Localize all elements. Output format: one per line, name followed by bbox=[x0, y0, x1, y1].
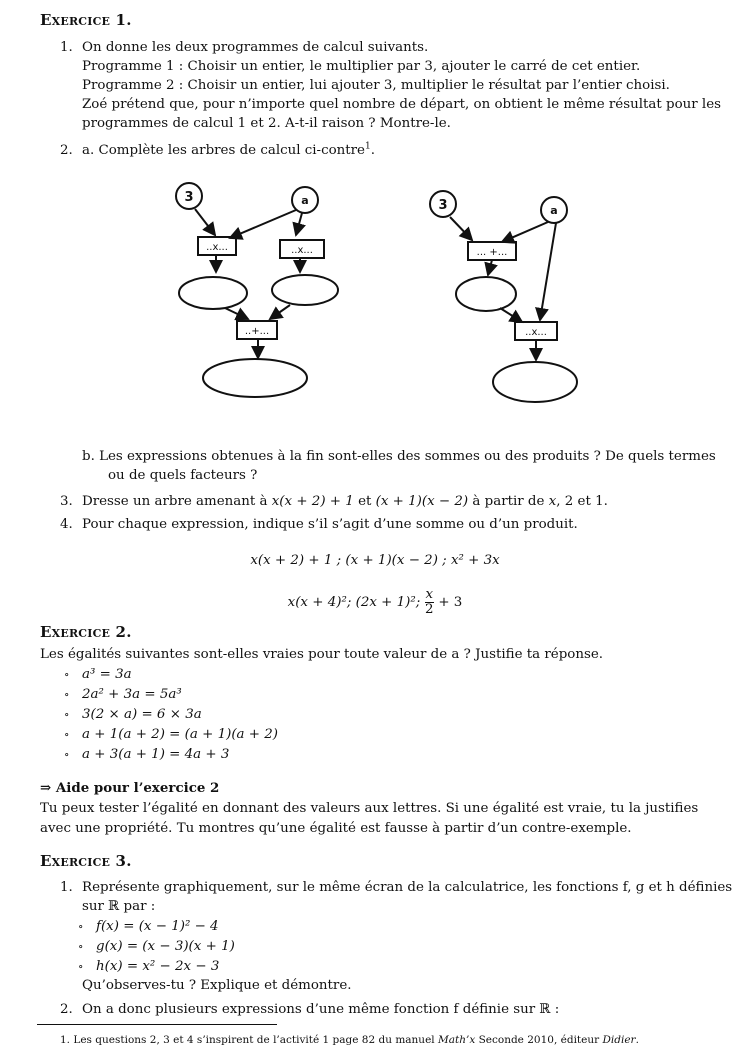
ex3-item bbox=[78, 937, 235, 956]
ex1-q2b-line2: ou de quels facteurs ? bbox=[108, 468, 258, 483]
ex3-q2 bbox=[60, 1000, 559, 1019]
ex3-item bbox=[78, 957, 219, 976]
bullet-icon: ∘ bbox=[64, 748, 70, 761]
ex1-expr-line2-a: x(x + 4)²; (2x + 1)²; bbox=[287, 595, 425, 610]
ex1-fraction-numerator: x bbox=[425, 587, 434, 602]
footnote-book: Math’x bbox=[437, 1034, 476, 1046]
ex3-item-text: g(x) = (x − 3)(x + 1) bbox=[96, 939, 235, 954]
ex3-q2-number: 2. bbox=[60, 1002, 73, 1017]
ex2-item-text: 2a² + 3a = 5a³ bbox=[82, 687, 182, 702]
ex1-q2b-line1: b. Les expressions obtenues à la fin sont-elles des sommes ou des produits ? De quels termes bbox=[82, 449, 716, 464]
ex1-q1-program2: Programme 2 : Choisir un entier, lui ajouter 3, multiplier le résultat par l’entier choisi. bbox=[82, 78, 670, 93]
footnote-text-c: . bbox=[635, 1034, 639, 1046]
ex1-q2a: 2. a. Complète les arbres de calcul ci-contre$^1$. bbox=[60, 141, 375, 158]
ex3-q1-number: 1. bbox=[60, 880, 73, 895]
left-leaf-a-label: a bbox=[301, 194, 309, 207]
bullet-icon: ∘ bbox=[64, 708, 70, 721]
footnote-text-a: Les questions 2, 3 et 4 s’inspirent de l’activité 1 page 82 du manuel bbox=[73, 1034, 438, 1046]
ex3-q1-line2: sur ℝ par : bbox=[82, 899, 156, 914]
calculation-trees-figure bbox=[150, 172, 600, 417]
ex1-q2a-text: a. Complète les arbres de calcul ci-contre bbox=[82, 143, 365, 158]
ex2-help-line2: avec une propriété. Tu montres qu’une égalité est fausse à partir d’un contre-exemple. bbox=[40, 821, 632, 836]
ex1-q3-expr-1: x(x + 2) + 1 bbox=[271, 494, 354, 509]
ex3-item-text: f(x) = (x − 1)² − 4 bbox=[96, 919, 219, 934]
right-leaf-a-label: a bbox=[550, 204, 558, 217]
bullet-icon: ∘ bbox=[64, 668, 70, 681]
footnote-text-b: Seconde 2010, éditeur bbox=[475, 1034, 603, 1046]
ex2-item bbox=[64, 745, 229, 764]
ex1-q3-text-c: à partir de bbox=[468, 494, 549, 509]
ex1-expressions-line1: x(x + 2) + 1 ; (x + 1)(x − 2) ; x² + 3x bbox=[250, 553, 500, 568]
ex3-item-text: h(x) = x² − 2x − 3 bbox=[96, 959, 220, 974]
ex3-item bbox=[78, 917, 219, 936]
left-op-label-2: ..x... bbox=[291, 245, 313, 256]
ex2-item bbox=[64, 705, 202, 724]
ex1-fraction bbox=[425, 588, 435, 617]
ex1-q3-number: 3. bbox=[60, 494, 73, 509]
ex1-q3-text-d: , 2 et 1. bbox=[556, 494, 608, 509]
ex1-q1-claim: Zoé prétend que, pour n’importe quel nombre de départ, on obtient le même résultat pour les bbox=[82, 97, 721, 112]
bullet-icon: ∘ bbox=[64, 688, 70, 701]
calculation-trees-svg bbox=[150, 172, 600, 417]
ex2-item-text: 3(2 × a) = 6 × 3a bbox=[82, 707, 202, 722]
footnote-ref: 1 bbox=[364, 141, 371, 152]
right-leaf-3-label: 3 bbox=[438, 198, 448, 213]
left-leaf-3-label: 3 bbox=[184, 190, 194, 205]
right-op-label-2: ..x... bbox=[525, 327, 547, 338]
ex1-q1-line1 bbox=[60, 38, 428, 57]
ex2-item bbox=[64, 665, 132, 684]
left-op-label-1: ..x... bbox=[206, 242, 228, 253]
ex1-q4-number: 4. bbox=[60, 517, 73, 532]
ex1-q2-number: 2. bbox=[60, 143, 73, 158]
ex1-q3-text-a: Dresse un arbre amenant à bbox=[82, 494, 272, 509]
exercise-1-title: Exercice 1. bbox=[40, 11, 132, 29]
ex2-item-text: a + 1(a + 2) = (a + 1)(a + 2) bbox=[82, 727, 279, 742]
ex2-help-line1: Tu peux tester l’égalité en donnant des valeurs aux lettres. Si une égalité est vraie, tu la justifies bbox=[40, 801, 699, 816]
right-op-label-1: ... +... bbox=[476, 247, 508, 258]
left-op-label-3: ..+... bbox=[244, 326, 270, 337]
bullet-icon: ∘ bbox=[78, 960, 84, 973]
ex2-intro: Les égalités suivantes sont-elles vraies pour toute valeur de a ? Justifie ta réponse. bbox=[40, 647, 604, 662]
footnote bbox=[60, 1031, 639, 1050]
ex3-q2-text: On a donc plusieurs expressions d’une même fonction f définie sur ℝ : bbox=[82, 1002, 560, 1017]
footnote-rule bbox=[37, 1024, 277, 1025]
ex1-q4 bbox=[60, 515, 578, 534]
ex1-q3-var: x bbox=[548, 494, 557, 509]
left-result-ellipse-1 bbox=[179, 277, 247, 309]
exercise-2-title: Exercice 2. bbox=[40, 623, 132, 641]
ex1-fraction-denominator: 2 bbox=[425, 602, 434, 617]
ex2-item bbox=[64, 685, 182, 704]
ex3-q1-line3: Qu’observes-tu ? Explique et démontre. bbox=[82, 978, 352, 993]
ex1-q1-program1: Programme 1 : Choisir un entier, le multiplier par 3, ajouter le carré de cet entier. bbox=[82, 59, 641, 74]
ex1-expr-line2-b: + 3 bbox=[434, 595, 463, 610]
exercise-3-title: Exercice 3. bbox=[40, 852, 132, 870]
ex2-item bbox=[64, 725, 278, 744]
ex3-q1-text: Représente graphiquement, sur le même écran de la calculatrice, les fonctions f, g et h définies bbox=[82, 880, 733, 895]
ex2-item-text: a + 3(a + 1) = 4a + 3 bbox=[82, 747, 230, 762]
right-result-ellipse bbox=[456, 277, 516, 311]
ex1-q3 bbox=[60, 492, 608, 511]
ex1-q1-question: programmes de calcul 1 et 2. A-t-il raison ? Montre-le. bbox=[82, 116, 451, 131]
ex2-item-text: a³ = 3a bbox=[82, 667, 132, 682]
left-result-ellipse-2 bbox=[272, 275, 338, 305]
footnote-number: 1. bbox=[60, 1034, 71, 1046]
ex1-expressions-line2 bbox=[0, 588, 750, 617]
right-final-ellipse bbox=[493, 362, 577, 402]
ex1-q3-expr-2: (x + 1)(x − 2) bbox=[375, 494, 469, 509]
footnote-publisher: Didier bbox=[602, 1034, 636, 1046]
ex1-q3-text-b: et bbox=[353, 494, 376, 509]
bullet-icon: ∘ bbox=[64, 728, 70, 741]
bullet-icon: ∘ bbox=[78, 940, 84, 953]
ex3-q1-line1 bbox=[60, 878, 732, 897]
ex2-help-title: ⇒ Aide pour l’exercice 2 bbox=[40, 780, 220, 796]
ex1-q1-number: 1. bbox=[60, 40, 73, 55]
left-final-ellipse bbox=[203, 359, 307, 397]
ex1-q4-text: Pour chaque expression, indique s’il s’agit d’une somme ou d’un produit. bbox=[82, 517, 578, 532]
bullet-icon: ∘ bbox=[78, 920, 84, 933]
ex1-q1-text: On donne les deux programmes de calcul suivants. bbox=[82, 40, 429, 55]
